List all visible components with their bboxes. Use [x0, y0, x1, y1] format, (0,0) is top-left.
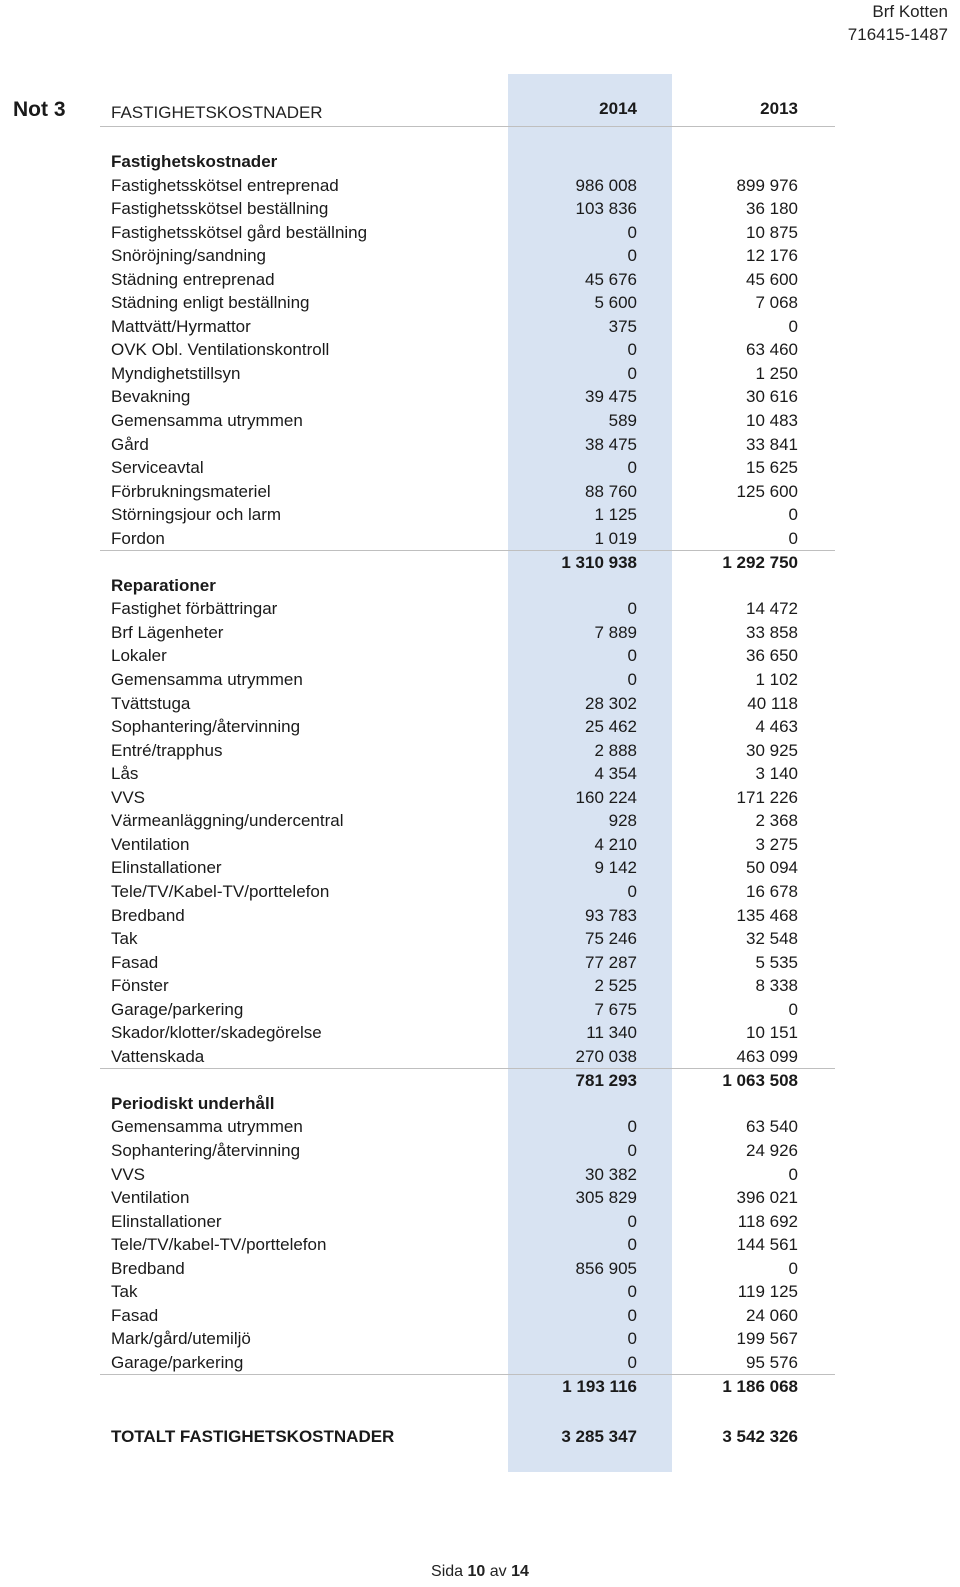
- table-row: [0, 268, 960, 292]
- table-row: [0, 904, 960, 928]
- cost-table: [0, 150, 960, 1398]
- table-row: [0, 1233, 960, 1257]
- row-value-2013: 95 576: [746, 1352, 798, 1372]
- row-value-2014: 305 829: [575, 1188, 637, 1208]
- row-value-2013: 8 338: [755, 976, 798, 996]
- row-value-2013: 10 151: [746, 1023, 798, 1043]
- row-value-2014: 93 783: [585, 905, 637, 925]
- row-value-2013: 12 176: [746, 246, 798, 266]
- total-2013: 3 542 326: [722, 1427, 798, 1446]
- table-row: [0, 974, 960, 998]
- table-row: [0, 880, 960, 904]
- table-row: [0, 927, 960, 951]
- row-value-2014: 160 224: [575, 787, 637, 807]
- row-value-2013: 10 875: [746, 222, 798, 242]
- document-header: [848, 0, 948, 46]
- table-row: [0, 480, 960, 504]
- row-value-2014: 75 246: [585, 929, 637, 949]
- table-row: [0, 715, 960, 739]
- row-label: OVK Obl. Ventilationskontroll: [111, 340, 330, 360]
- row-label: Tele/TV/Kabel-TV/porttelefon: [111, 881, 330, 901]
- row-value-2013: 40 118: [747, 693, 798, 713]
- row-value-2014: 1 019: [594, 528, 637, 548]
- row-value-2014: 9 142: [594, 858, 637, 878]
- row-value-2014: 589: [608, 411, 637, 431]
- row-value-2013: 5 535: [755, 952, 798, 972]
- row-label: Entré/trapphus: [111, 740, 223, 760]
- row-value-2014: 928: [608, 811, 637, 831]
- row-value-2014: 103 836: [575, 199, 637, 219]
- row-value-2014: 0: [627, 646, 637, 666]
- row-value-2013: 463 099: [736, 1046, 798, 1066]
- row-label: Mattvätt/Hyrmattor: [111, 316, 251, 336]
- note-title: FASTIGHETSKOSTNADER: [111, 103, 323, 122]
- row-label: Tak: [111, 929, 138, 949]
- subtotal-2014: 781 293: [575, 1071, 637, 1091]
- row-value-2014: 38 475: [585, 434, 637, 454]
- row-value-2013: 1 250: [755, 363, 798, 383]
- table-row: [0, 1115, 960, 1139]
- row-value-2013: 1 102: [755, 670, 798, 690]
- row-value-2014: 4 354: [594, 764, 637, 784]
- row-value-2013: 0: [788, 528, 798, 548]
- row-label: Sophantering/återvinning: [111, 717, 301, 737]
- row-label: Bredband: [111, 1258, 185, 1278]
- row-value-2013: 7 068: [755, 293, 798, 313]
- row-value-2014: 0: [627, 1352, 637, 1372]
- row-value-2013: 63 540: [746, 1117, 798, 1137]
- row-value-2014: 0: [627, 1282, 637, 1302]
- row-value-2014: 7 889: [594, 622, 637, 642]
- row-label: Städning enligt beställning: [111, 293, 310, 313]
- row-value-2014: 25 462: [585, 717, 637, 737]
- row-value-2013: 50 094: [746, 858, 798, 878]
- table-row: [0, 1163, 960, 1187]
- table-row: [0, 1351, 960, 1375]
- footer-prefix: Sida: [431, 1563, 464, 1580]
- table-row: [0, 644, 960, 668]
- row-label: VVS: [111, 1164, 146, 1184]
- table-row: [0, 998, 960, 1022]
- table-row: [0, 174, 960, 198]
- row-label: Serviceavtal: [111, 458, 204, 478]
- row-label: Elinstallationer: [111, 858, 222, 878]
- row-value-2014: 0: [627, 222, 637, 242]
- table-row: [0, 315, 960, 339]
- table-row: [0, 456, 960, 480]
- total-label: TOTALT FASTIGHETSKOSTNADER: [111, 1427, 395, 1446]
- page-footer: [0, 1563, 960, 1581]
- table-row: [0, 762, 960, 786]
- row-value-2013: 36 650: [746, 646, 798, 666]
- row-label: VVS: [111, 787, 146, 807]
- subtotal-2014: 1 310 938: [561, 553, 637, 573]
- table-row: [0, 362, 960, 386]
- row-value-2013: 396 021: [736, 1188, 798, 1208]
- table-row: [0, 833, 960, 857]
- row-label: Lokaler: [111, 646, 167, 666]
- row-value-2014: 0: [627, 881, 637, 901]
- row-value-2014: 30 382: [585, 1164, 637, 1184]
- row-value-2013: 63 460: [746, 340, 798, 360]
- row-value-2014: 39 475: [585, 387, 637, 407]
- row-value-2014: 28 302: [585, 693, 637, 713]
- row-value-2013: 14 472: [746, 599, 798, 619]
- row-value-2014: 0: [627, 670, 637, 690]
- row-label: Tak: [111, 1282, 138, 1302]
- row-label: Störningsjour och larm: [111, 505, 282, 525]
- row-value-2013: 4 463: [755, 717, 798, 737]
- row-label: Förbrukningsmateriel: [111, 481, 271, 501]
- table-row: [0, 856, 960, 880]
- section-subtotal: [100, 1068, 835, 1092]
- row-value-2014: 0: [627, 1235, 637, 1255]
- row-label: Städning entreprenad: [111, 269, 275, 289]
- row-value-2014: 0: [627, 1211, 637, 1231]
- row-value-2014: 0: [627, 246, 637, 266]
- table-row: [0, 1045, 960, 1069]
- header-divider: [100, 126, 835, 127]
- table-row: [0, 1327, 960, 1351]
- row-label: Fasad: [111, 1305, 159, 1325]
- row-value-2014: 77 287: [585, 952, 637, 972]
- row-label: Lås: [111, 764, 139, 784]
- table-row: [0, 409, 960, 433]
- subtotal-2013: 1 063 508: [722, 1071, 798, 1091]
- row-label: Mark/gård/utemiljö: [111, 1329, 251, 1349]
- row-label: Fastighetsskötsel gård beställning: [111, 222, 368, 242]
- row-value-2014: 1 125: [594, 505, 637, 525]
- row-label: Gård: [111, 434, 149, 454]
- table-row: [0, 291, 960, 315]
- subtotal-2013: 1 186 068: [722, 1377, 798, 1397]
- row-value-2014: 0: [627, 363, 637, 383]
- row-value-2013: 32 548: [746, 929, 798, 949]
- table-row: [0, 1186, 960, 1210]
- row-label: Fönster: [111, 976, 169, 996]
- row-value-2013: 0: [788, 1258, 798, 1278]
- row-label: Gemensamma utrymmen: [111, 411, 303, 431]
- row-label: Bredband: [111, 905, 185, 925]
- section-title: Fastighetskostnader: [111, 152, 278, 171]
- row-value-2013: 33 841: [746, 434, 798, 454]
- row-value-2013: 15 625: [746, 458, 798, 478]
- row-value-2014: 4 210: [594, 834, 637, 854]
- footer-pages: 14: [511, 1563, 529, 1580]
- footer-page: 10: [467, 1563, 486, 1580]
- row-value-2013: 30 616: [746, 387, 798, 407]
- row-value-2014: 11 340: [586, 1023, 637, 1043]
- row-label: Brf Lägenheter: [111, 622, 224, 642]
- section-heading: [0, 150, 960, 174]
- row-label: Ventilation: [111, 1188, 190, 1208]
- row-label: Tele/TV/kabel-TV/porttelefon: [111, 1235, 327, 1255]
- row-value-2013: 33 858: [746, 622, 798, 642]
- row-value-2013: 2 368: [755, 811, 798, 831]
- note-number: Not 3: [13, 98, 66, 121]
- row-value-2013: 0: [788, 505, 798, 525]
- row-label: Fastighet förbättringar: [111, 599, 278, 619]
- row-label: Myndighetstillsyn: [111, 363, 241, 383]
- row-label: Sophantering/återvinning: [111, 1140, 301, 1160]
- org-number: 716415-1487: [847, 25, 948, 44]
- row-value-2014: 0: [627, 1305, 637, 1325]
- row-value-2013: 36 180: [746, 199, 798, 219]
- row-label: Gemensamma utrymmen: [111, 1117, 303, 1137]
- row-label: Garage/parkering: [111, 999, 244, 1019]
- row-label: Ventilation: [111, 834, 190, 854]
- row-label: Skador/klotter/skadegörelse: [111, 1023, 322, 1043]
- row-value-2013: 0: [788, 1164, 798, 1184]
- row-label: Gemensamma utrymmen: [111, 670, 303, 690]
- table-row: [0, 197, 960, 221]
- table-row: [0, 597, 960, 621]
- row-value-2013: 30 925: [746, 740, 798, 760]
- table-row: [0, 503, 960, 527]
- row-value-2014: 5 600: [594, 293, 637, 313]
- row-value-2014: 0: [627, 1329, 637, 1349]
- table-row: [0, 1257, 960, 1281]
- row-label: Fastighetsskötsel entreprenad: [111, 175, 339, 195]
- row-value-2014: 2 525: [594, 976, 637, 996]
- row-value-2014: 0: [627, 1117, 637, 1137]
- table-row: [0, 1021, 960, 1045]
- row-value-2014: 856 905: [575, 1258, 637, 1278]
- total-2014: 3 285 347: [561, 1427, 637, 1446]
- row-value-2013: 45 600: [746, 269, 798, 289]
- row-label: Elinstallationer: [111, 1211, 222, 1231]
- table-row: [0, 786, 960, 810]
- year-current-header: 2014: [599, 99, 637, 118]
- row-label: Vattenskada: [111, 1046, 205, 1066]
- total-row: [0, 1425, 960, 1449]
- row-value-2014: 270 038: [575, 1046, 637, 1066]
- table-row: [0, 1304, 960, 1328]
- table-row: [0, 221, 960, 245]
- row-value-2014: 0: [627, 340, 637, 360]
- row-value-2013: 0: [788, 999, 798, 1019]
- org-name: Brf Kotten: [872, 2, 948, 21]
- row-value-2014: 7 675: [594, 999, 637, 1019]
- row-value-2013: 119 125: [737, 1282, 798, 1302]
- year-previous-header: 2013: [760, 99, 798, 118]
- row-value-2014: 45 676: [585, 269, 637, 289]
- table-row: [0, 621, 960, 645]
- row-value-2013: 171 226: [736, 787, 798, 807]
- row-value-2013: 24 926: [746, 1140, 798, 1160]
- section-subtotal: [100, 550, 835, 574]
- row-value-2014: 88 760: [585, 481, 637, 501]
- table-row: [0, 692, 960, 716]
- table-row: [0, 1280, 960, 1304]
- section-heading: [0, 574, 960, 598]
- row-label: Tvättstuga: [111, 693, 191, 713]
- table-row: [0, 739, 960, 763]
- row-label: Värmeanläggning/undercentral: [111, 811, 344, 831]
- row-value-2013: 144 561: [736, 1235, 798, 1255]
- row-value-2014: 986 008: [575, 175, 637, 195]
- section-subtotal: [100, 1374, 835, 1398]
- row-label: Fordon: [111, 528, 165, 548]
- row-value-2014: 375: [608, 316, 637, 336]
- table-row: [0, 809, 960, 833]
- table-row: [0, 668, 960, 692]
- table-row: [0, 1210, 960, 1234]
- section-heading: [0, 1092, 960, 1116]
- row-label: Fasad: [111, 952, 159, 972]
- row-label: Fastighetsskötsel beställning: [111, 199, 329, 219]
- row-value-2014: 0: [627, 458, 637, 478]
- row-label: Garage/parkering: [111, 1352, 244, 1372]
- section-title: Reparationer: [111, 575, 216, 595]
- row-value-2014: 2 888: [594, 740, 637, 760]
- row-value-2013: 199 567: [736, 1329, 798, 1349]
- row-value-2013: 10 483: [746, 411, 798, 431]
- row-label: Snöröjning/sandning: [111, 246, 267, 266]
- subtotal-2013: 1 292 750: [722, 553, 798, 573]
- row-value-2014: 0: [627, 1140, 637, 1160]
- row-value-2013: 3 140: [755, 764, 798, 784]
- row-value-2013: 118 692: [737, 1211, 798, 1231]
- table-row: [0, 527, 960, 551]
- subtotal-2014: 1 193 116: [562, 1377, 637, 1397]
- row-value-2014: 0: [627, 599, 637, 619]
- row-label: Bevakning: [111, 387, 191, 407]
- row-value-2013: 0: [788, 316, 798, 336]
- table-row: [0, 244, 960, 268]
- row-value-2013: 3 275: [755, 834, 798, 854]
- table-row: [0, 338, 960, 362]
- row-value-2013: 24 060: [746, 1305, 798, 1325]
- table-row: [0, 433, 960, 457]
- table-row: [0, 951, 960, 975]
- row-value-2013: 16 678: [746, 881, 798, 901]
- row-value-2013: 125 600: [736, 481, 798, 501]
- row-value-2013: 135 468: [736, 905, 798, 925]
- table-row: [0, 385, 960, 409]
- section-title: Periodiskt underhåll: [111, 1093, 275, 1113]
- row-value-2013: 899 976: [736, 175, 798, 195]
- table-row: [0, 1139, 960, 1163]
- footer-middle: av: [489, 1563, 507, 1580]
